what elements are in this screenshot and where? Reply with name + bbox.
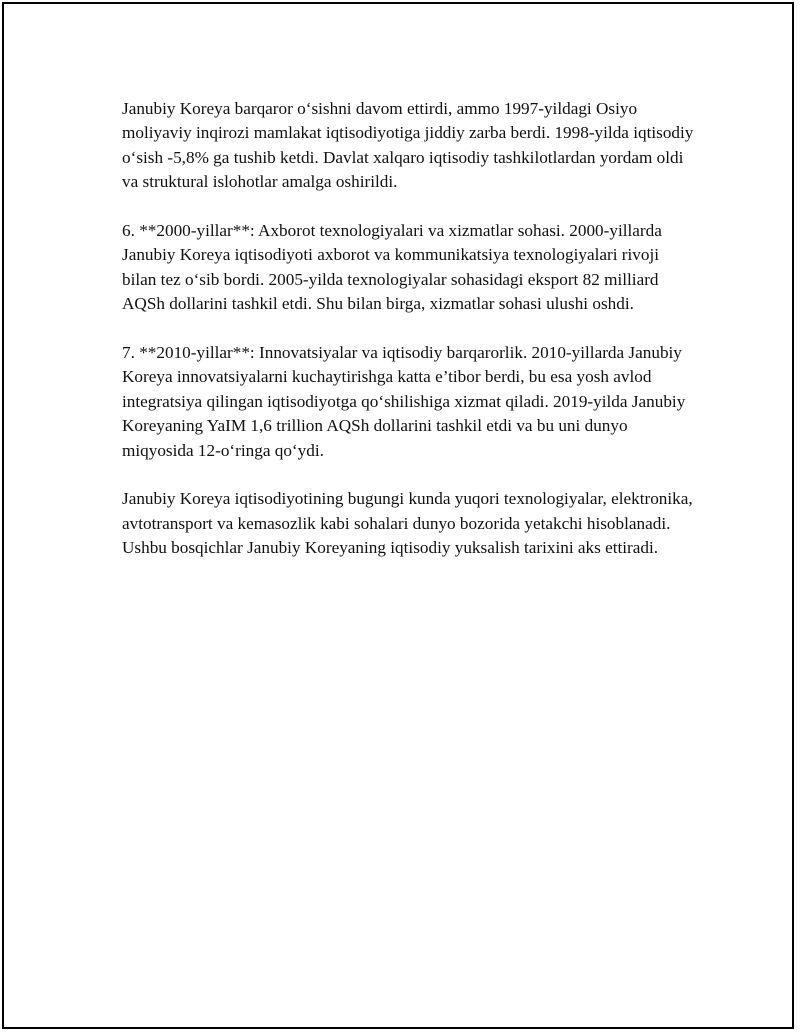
paragraph-asian-crisis: Janubiy Koreya barqaror o‘sishni davom ettirdi, ammo 1997-yildagi Osiyo moliyaviy inqirozi mamlakat iqtisodiyotiga jiddiy zarba berdi. 1998-yilda iqtisodiy o‘sish -5,8% ga tushib ketdi. Davlat xalqaro iqtisodiy tashkilotlardan yordam oldi va struktural islohotlar amalga oshirildi. [122, 99, 694, 192]
paragraph-conclusion: Janubiy Koreya iqtisodiyotining bugungi kunda yuqori texnologiyalar, elektronika, avtotransport va kemasozlik kabi sohalari dunyo bozorida yetakchi hisoblanadi. Ushbu bosqichlar Janubiy Koreyaning iqtisodiy yuksalish tarixini aks ettiradi. [122, 489, 693, 558]
paragraph-2010s: 7. **2010-yillar**: Innovatsiyalar va iqtisodiy barqarorlik. 2010-yillarda Janubiy Koreya innovatsiyalarni kuchaytirishga katta e’tibor berdi, bu esa yosh avlod integratsiya qilingan iqtisodiyotga qo‘shilishiga xizmat qiladi. 2019-yilda Janubiy Koreyaning YaIM 1,6 trillion AQSh dollarini tashkil etdi va bu uni dunyo miqyosida 12-o‘ringa qo‘ydi. [122, 343, 686, 460]
page-frame [2, 2, 794, 1029]
paragraph-2000s: 6. **2000-yillar**: Axborot texnologiyalari va xizmatlar sohasi. 2000-yillarda Janubiy Koreya iqtisodiyoti axborot va kommunikatsiya texnologiyalari rivoji bilan tez o‘sib bordi. 2005-yilda texnologiyalar sohasidagi eksport 82 milliard AQSh dollarini tashkil etdi. Shu bilan birga, xizmatlar sohasi ulushi oshdi. [122, 221, 662, 314]
document-body [122, 97, 697, 561]
